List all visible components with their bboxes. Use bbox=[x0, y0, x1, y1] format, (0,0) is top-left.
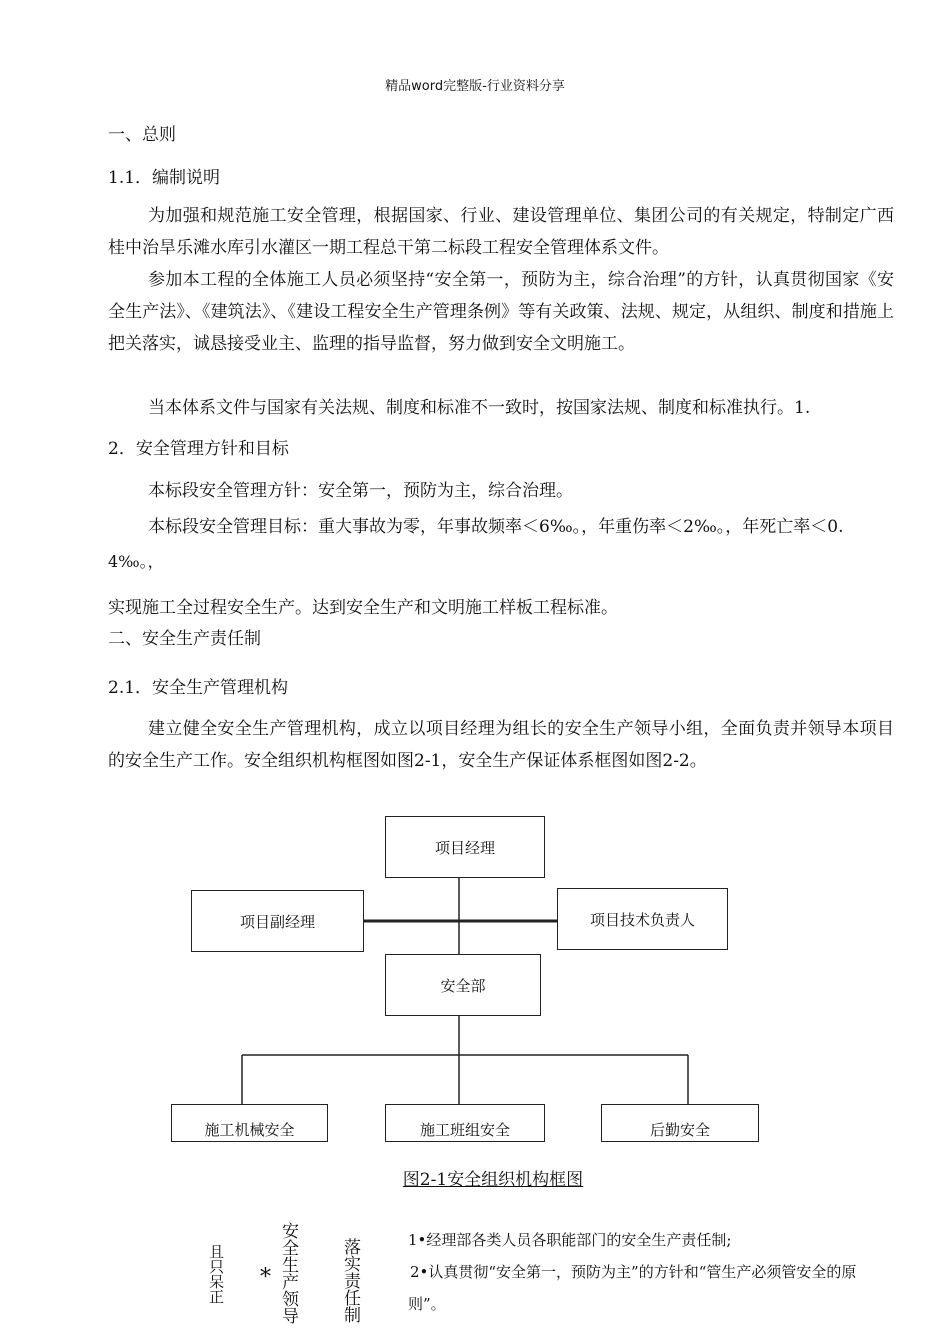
org-box-team-safety: 施工班组安全 bbox=[385, 1104, 545, 1142]
figure-caption: 图2-1安全组织机构框图 bbox=[402, 1170, 584, 1190]
org-box-technical-lead: 项目技术负责人 bbox=[557, 888, 728, 950]
section-2-title: 二、安全生产责任制 bbox=[108, 629, 261, 649]
goal-continuation: 4‰。， bbox=[108, 552, 164, 571]
section-1-2-title: 2．安全管理方针和目标 bbox=[108, 439, 289, 459]
guarantee-vertical-text: 且只呆正 bbox=[207, 1244, 225, 1304]
org-box-logistics-safety: 后勤安全 bbox=[601, 1104, 759, 1142]
page-header: 精品word完整版-行业资料分享 bbox=[385, 79, 565, 94]
paragraph-4: 建立健全安全生产管理机构，成立以项目经理为组长的安全生产领导小组，全面负责并领导本项目的安全生产工作。安全组织机构框图如图2-1，安全生产保证体系框图如图2-2。 bbox=[108, 719, 894, 771]
org-box-safety-dept: 安全部 bbox=[385, 954, 541, 1016]
goal-line: 本标段安全管理目标：重大事故为零，年事故频率＜6‰。，年重伤率＜2‰。，年死亡率＜0. bbox=[148, 517, 844, 537]
policy-line: 本标段安全管理方针：安全第一，预防为主，综合治理。 bbox=[148, 481, 573, 501]
star-mark: * bbox=[260, 1265, 271, 1290]
paragraph-1: 为加强和规范施工安全管理，根据国家、行业、建设管理单位、集团公司的有关规定，特制定广西桂中治旱乐滩水库引水灌区一期工程总干第二标段工程安全管理体系文件。 bbox=[108, 206, 894, 258]
org-box-machinery-safety: 施工机械安全 bbox=[171, 1104, 328, 1142]
org-box-project-manager: 项目经理 bbox=[385, 816, 545, 878]
section-2-1-title: 2.1．安全生产管理机构 bbox=[108, 678, 289, 698]
safety-leadership-vertical-text: 安全生产领导 bbox=[278, 1222, 298, 1324]
note-item-2: 2•认真贯彻“安全第一，预防为主”的方针和“管生产必须管安全的原则”。 bbox=[408, 1263, 857, 1313]
paragraph-2: 参加本工程的全体施工人员必须坚持“安全第一，预防为主，综合治理”的方针，认真贯彻国家《安全生产法》、《建筑法》、《建设工程安全生产管理条例》等有关政策、法规、规定，从组织、制度和措施上把关落实，诚恳接受业主、监理的指导监督，努力做到安全文明施工。 bbox=[108, 270, 894, 354]
paragraph-3: 当本体系文件与国家有关法规、制度和标准不一致时，按国家法规、制度和标准执行。1. bbox=[148, 398, 811, 418]
org-box-deputy-manager: 项目副经理 bbox=[191, 890, 364, 952]
implement-responsibility-vertical-text: 落实责任制 bbox=[340, 1238, 360, 1323]
section-1-1-title: 1.1．编制说明 bbox=[108, 168, 221, 188]
goal-line-2: 实现施工全过程安全生产。达到安全生产和文明施工样板工程标准。 bbox=[108, 598, 618, 618]
section-1-title: 一、总则 bbox=[108, 125, 176, 145]
note-item-1: 1•经理部各类人员各职能部门的安全生产责任制; bbox=[408, 1231, 732, 1249]
